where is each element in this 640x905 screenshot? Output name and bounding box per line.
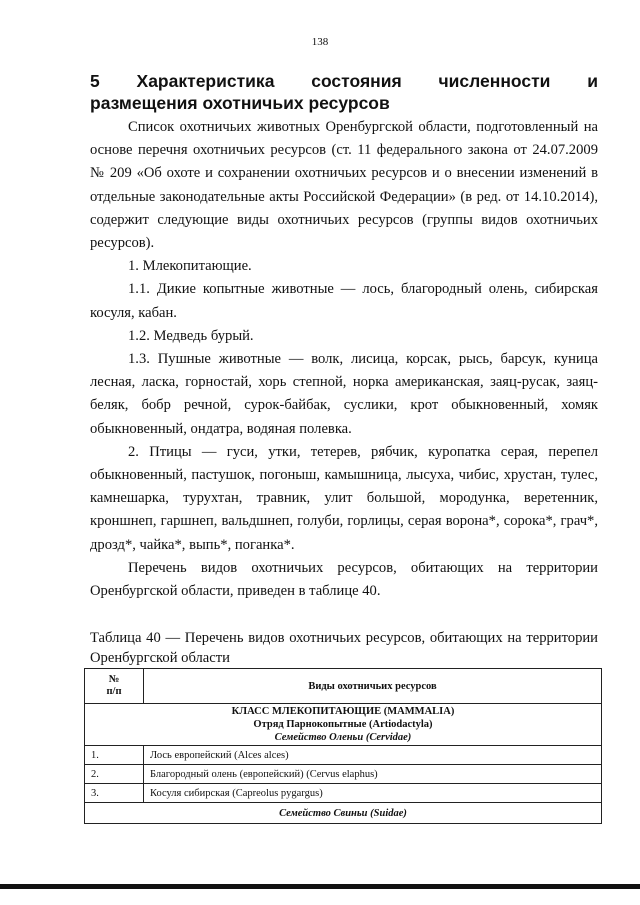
row-species: Лось европейский (Alces alces) [144, 746, 602, 765]
paragraph-mammals: 1. Млекопитающие. [128, 258, 252, 275]
heading-word-2: состояния [311, 71, 402, 91]
species-table [84, 668, 602, 824]
heading-line-2: размещения охотничьих ресурсов [90, 93, 390, 113]
table-header-row [85, 669, 602, 704]
family-row [85, 803, 602, 824]
table-row [85, 746, 602, 765]
row-species: Косуля сибирская (Capreolus pygargus) [144, 784, 602, 803]
table-row [85, 765, 602, 784]
paragraph-furbearers: 1.3. Пушные животные — волк, лисица, корсак, рысь, барсук, куница лесная, ласка, горностай, хорь степной, норка американская, заяц-русак, заяц-беляк, бобр речной, сурок-байбак, суслики, крот обыкновенный, хомяк обыкновенный, ондатра, водяная полевка. [90, 351, 598, 437]
section-heading [90, 70, 598, 114]
paragraph-intro: Список охотничьих животных Оренбургской области, подготовленный на основе перечня охотничьих ресурсов (ст. 11 федерального закона от 24.07.2009 № 209 «Об охоте и сохранении охотничьих ресурсов и о внесении изменений в отдельные законодательные акты Российской Федерации» (в ред. от 14.10.2014), содержит следующие виды охотничьих ресурсов (группы видов охотничьих ресурсов). [90, 119, 598, 252]
row-num: 1. [85, 746, 144, 765]
row-species: Благородный олень (европейский) (Cervus elaphus) [144, 765, 602, 784]
row-num: 3. [85, 784, 144, 803]
paragraph-birds: 2. Птицы — гуси, утки, тетерев, рябчик, куропатка серая, перепел обыкновенный, пастушок, погоныш, камышница, лысуха, чибис, хрустан, тулес, камнешарка, турухтан, травник, улит большой, мородунка, веретенник, кроншнеп, гаршнеп, вальдшнеп, голуби, горлицы, серая ворона*, сорока*, грач*, дрозд*, чайка*, выпь*, поганка*. [90, 443, 598, 553]
table-caption: Таблица 40 — Перечень видов охотничьих ресурсов, обитающих на территории Оренбургской области [90, 630, 598, 666]
class-row [85, 704, 602, 746]
bottom-rule [0, 884, 640, 889]
family-suidae: Семейство Свиньи (Suidae) [85, 803, 602, 824]
row-num: 2. [85, 765, 144, 784]
table-row [85, 784, 602, 803]
body-text [90, 116, 598, 603]
page-number: 138 [311, 36, 329, 48]
order-name: Отряд Парнокопытные (Artiodactyla) [253, 719, 433, 730]
header-num: № п/п [85, 669, 144, 704]
class-name: КЛАСС МЛЕКОПИТАЮЩИЕ (MAMMALIA) [231, 706, 455, 717]
paragraph-bear: 1.2. Медведь бурый. [128, 327, 254, 344]
class-cell [85, 704, 602, 746]
family-name: Семейство Оленьи (Cervidae) [274, 732, 412, 743]
paragraph-table-ref: Перечень видов охотничьих ресурсов, обитающих на территории Оренбургской области, приведен в таблице 40. [90, 559, 598, 600]
heading-word-3: численности [438, 71, 551, 91]
header-title: Виды охотничьих ресурсов [144, 669, 602, 704]
paragraph-ungulates: 1.1. Дикие копытные животные — лось, благородный олень, сибирская косуля, кабан. [90, 281, 598, 321]
heading-word-1: Характеристика [136, 71, 275, 91]
heading-number: 5 [90, 71, 100, 91]
heading-word-4: и [587, 71, 598, 91]
